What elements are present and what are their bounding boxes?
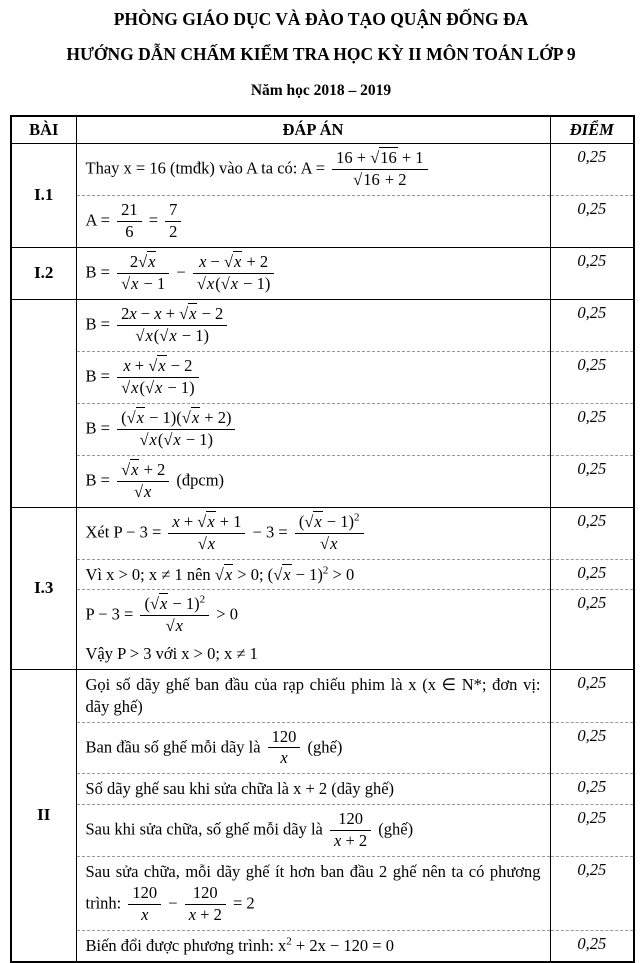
table-row xyxy=(11,403,634,455)
answer-cell: Số dãy ghế sau khi sửa chữa là x + 2 (dãy ghế) xyxy=(76,774,550,805)
answer-cell: B = $\frac{x + √x - 2}{√x(√x - 1)}$ xyxy=(76,351,550,403)
score-cell: 0,25 xyxy=(550,351,634,403)
score-cell: 0,25 xyxy=(550,774,634,805)
answer-cell: B = $\frac{√x + 2}{√x}$ (đpcm) xyxy=(76,455,550,507)
score-cell: 0,25 xyxy=(550,403,634,455)
answer-cell: Biến đổi được phương trình: $x^2 + 2x - 120 = 0$ xyxy=(76,930,550,961)
column-header-bai: BÀI xyxy=(11,116,76,144)
table-row xyxy=(11,857,634,931)
answer-cell: Sau khi sửa chữa, số ghế mỗi dãy là $\frac{120}{x + 2}$ (ghế) xyxy=(76,805,550,857)
answer-cell: Sau sửa chữa, mỗi dãy ghế ít hơn ban đầu 2 ghế nên ta có phương trình: $\frac{120}{x}$ − $\frac{120}{x + 2}$ = 2 xyxy=(76,857,550,931)
answer-cell: B = $\frac{2√x}{√x - 1}$ − $\frac{x - √x + 2}{√x(√x - 1)}$ xyxy=(76,247,550,299)
answer-cell: Thay x = 16 (tmđk) vào A ta có: A = $\frac{16 + √16 + 1}{√16 + 2}$ xyxy=(76,144,550,196)
score-cell: 0,25 xyxy=(550,930,634,961)
column-header-diem: ĐIỂM xyxy=(550,116,634,144)
answer-cell: P − 3 = $\frac{(√x - 1)^2}{√x}$ > 0 Vậy P > 3 với x > 0; x ≠ 1 xyxy=(76,590,550,670)
answer-cell: A = $\frac{21}{6}$ = $\frac{7}{2}$ xyxy=(76,195,550,247)
table-row xyxy=(11,195,634,247)
score-cell: 0,25 xyxy=(550,247,634,299)
score-cell: 0,25 xyxy=(550,455,634,507)
table-row xyxy=(11,559,634,590)
exercise-label-cell: I.2 xyxy=(11,247,76,299)
document-subtitle: Năm học 2018 – 2019 xyxy=(250,82,392,99)
answer-key-table xyxy=(10,115,635,963)
answer-cell: Gọi số dãy ghế ban đầu của rạp chiếu phim là x (x ∈ N*; đơn vị: dãy ghế) xyxy=(76,669,550,722)
exercise-label-cell xyxy=(11,299,76,507)
column-header-dapan: ĐÁP ÁN xyxy=(76,116,550,144)
score-cell: 0,25 xyxy=(550,507,634,559)
table-header-row xyxy=(11,116,634,144)
exercise-label-cell: II xyxy=(11,669,76,961)
table-row xyxy=(11,774,634,805)
answer-cell: Xét P − 3 = $\frac{x + √x + 1}{√x}$ − 3 = $\frac{(√x - 1)^2}{√x}$ xyxy=(76,507,550,559)
score-cell: 0,25 xyxy=(550,144,634,196)
answer-cell: Vì x > 0; x ≠ 1 nên √x > 0; $(√x - 1)^2 > 0$ xyxy=(76,559,550,590)
table-row xyxy=(11,805,634,857)
table-row xyxy=(11,299,634,351)
table-row xyxy=(11,722,634,774)
table-row xyxy=(11,455,634,507)
score-cell: 0,25 xyxy=(550,559,634,590)
table-row xyxy=(11,590,634,670)
table-row xyxy=(11,930,634,961)
score-cell: 0,25 xyxy=(550,590,634,670)
score-cell: 0,25 xyxy=(550,857,634,931)
answer-table-body xyxy=(11,144,634,962)
answer-cell: B = $\frac{(√x - 1)(√x + 2)}{√x(√x - 1)}$ xyxy=(76,403,550,455)
table-row xyxy=(11,247,634,299)
table-row xyxy=(11,507,634,559)
score-cell: 0,25 xyxy=(550,722,634,774)
exercise-label-cell: I.3 xyxy=(11,507,76,669)
table-row xyxy=(11,669,634,722)
answer-cell: Ban đầu số ghế mỗi dãy là $\frac{120}{x}$ (ghế) xyxy=(76,722,550,774)
table-row xyxy=(11,351,634,403)
document-title-line2: HƯỚNG DẪN CHẤM KIỂM TRA HỌC KỲ II MÔN TOÁN LỚP 9 xyxy=(66,44,576,64)
score-cell: 0,25 xyxy=(550,669,634,722)
answer-cell: B = $\frac{2x - x + √x - 2}{√x(√x - 1)}$ xyxy=(76,299,550,351)
document-title-line1: PHÒNG GIÁO DỤC VÀ ĐÀO TẠO QUẬN ĐỐNG ĐA xyxy=(113,9,529,29)
exercise-label-cell: I.1 xyxy=(11,144,76,248)
score-cell: 0,25 xyxy=(550,805,634,857)
score-cell: 0,25 xyxy=(550,195,634,247)
table-row xyxy=(11,144,634,196)
score-cell: 0,25 xyxy=(550,299,634,351)
